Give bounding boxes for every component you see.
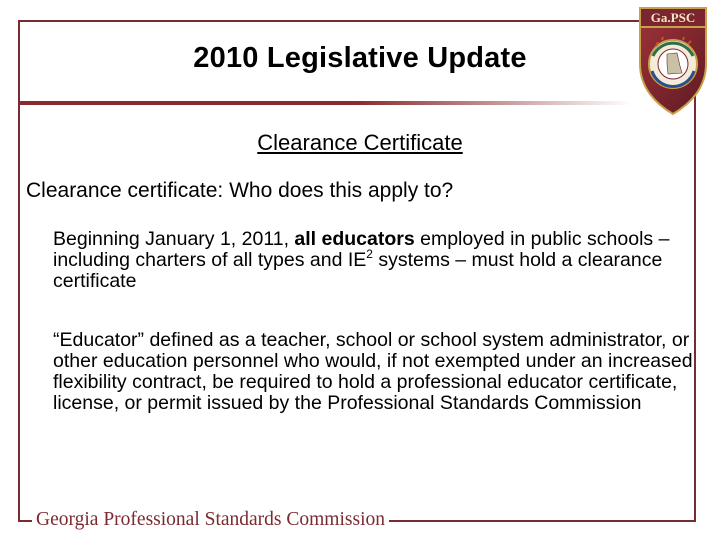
paragraph-educator-definition: “Educator” defined as a teacher, school or school system administrator, or other education personnel who would, if not exempted under an increased flexibility contract, be required to hold a professional educator certificate, license, or permit issued by the Professional Standards Commission <box>53 329 693 414</box>
paragraph1-bold: all educators <box>294 228 415 250</box>
paragraph1-part1: Beginning January 1, 2011, <box>53 228 295 250</box>
lead-question: Clearance certificate: Who does this apply to? <box>26 179 454 202</box>
paragraph1-part2: employed in public schools – including charters of all types and IE <box>53 228 670 271</box>
footer <box>18 509 696 537</box>
footer-rule-right <box>385 520 696 522</box>
footer-rule-left <box>18 520 28 522</box>
slide-title: 2010 Legislative Update <box>193 42 527 74</box>
paragraph1-superscript: 2 <box>366 246 373 261</box>
gapsc-logo-icon <box>636 6 710 118</box>
paragraph1-part3: systems – must hold a clearance certificate <box>53 249 663 292</box>
paragraph-beginning <box>53 229 693 292</box>
logo-label: Ga.PSC <box>650 10 696 25</box>
slide-subtitle <box>0 130 720 156</box>
subtitle-text: Clearance Certificate <box>257 130 463 155</box>
title-divider <box>20 101 632 105</box>
footer-text: Georgia Professional Standards Commission <box>32 509 389 531</box>
